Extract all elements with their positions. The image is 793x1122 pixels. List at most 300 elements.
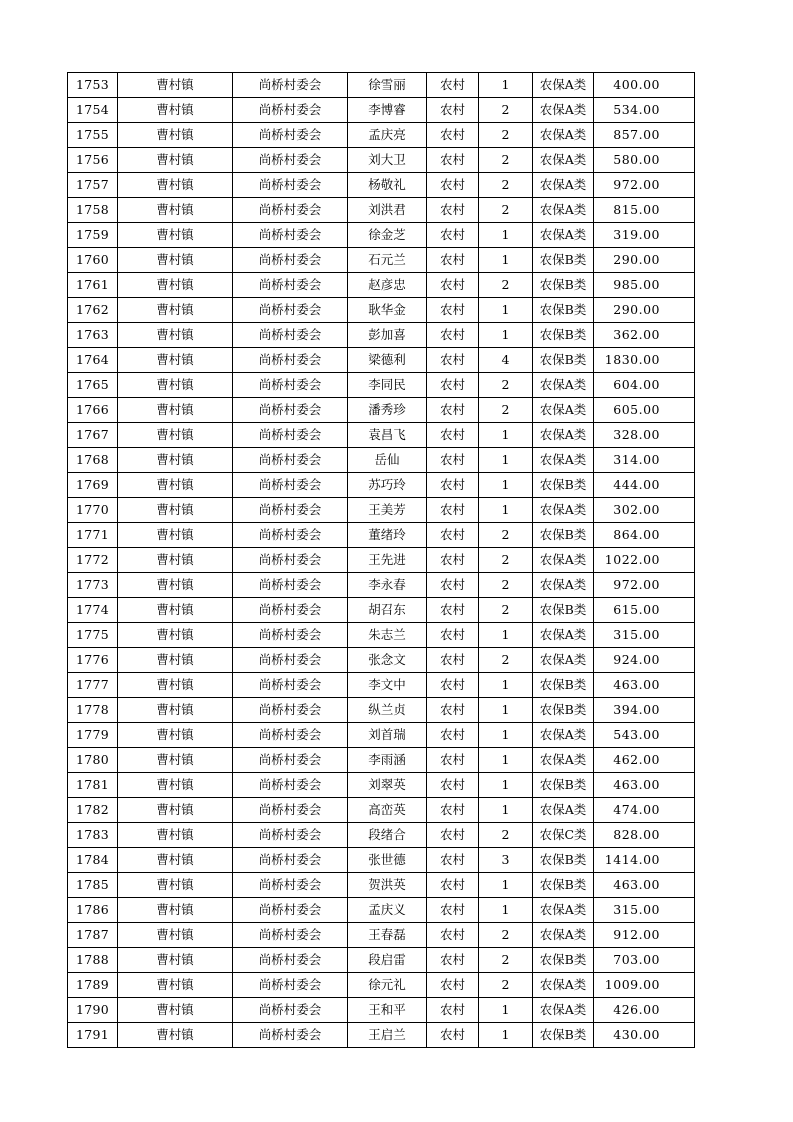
amount-cell: 828.00 — [594, 823, 695, 848]
table-row — [68, 323, 695, 348]
person-name-cell: 李文中 — [348, 673, 427, 698]
household-size-cell: 2 — [479, 573, 533, 598]
person-name-cell: 孟庆义 — [348, 898, 427, 923]
amount-cell: 615.00 — [594, 598, 695, 623]
row-number-cell: 1756 — [68, 148, 118, 173]
village-committee-cell: 尚桥村委会 — [233, 148, 348, 173]
town-name-cell: 曹村镇 — [118, 848, 233, 873]
table-row — [68, 798, 695, 823]
insurance-class-cell: 农保A类 — [533, 898, 594, 923]
household-size-cell: 1 — [479, 323, 533, 348]
row-number-cell: 1790 — [68, 998, 118, 1023]
area-type-cell: 农村 — [427, 123, 479, 148]
area-type-cell: 农村 — [427, 248, 479, 273]
person-name-cell: 董绪玲 — [348, 523, 427, 548]
town-name-cell: 曹村镇 — [118, 873, 233, 898]
table-row — [68, 698, 695, 723]
village-committee-cell: 尚桥村委会 — [233, 348, 348, 373]
amount-cell: 534.00 — [594, 98, 695, 123]
town-name-cell: 曹村镇 — [118, 548, 233, 573]
household-size-cell: 1 — [479, 898, 533, 923]
person-name-cell: 刘首瑞 — [348, 723, 427, 748]
village-committee-cell: 尚桥村委会 — [233, 273, 348, 298]
insurance-class-cell: 农保A类 — [533, 923, 594, 948]
household-size-cell: 1 — [479, 423, 533, 448]
table-row — [68, 848, 695, 873]
household-size-cell: 1 — [479, 773, 533, 798]
household-size-cell: 1 — [479, 623, 533, 648]
area-type-cell: 农村 — [427, 398, 479, 423]
table-row — [68, 223, 695, 248]
amount-cell: 315.00 — [594, 898, 695, 923]
town-name-cell: 曹村镇 — [118, 623, 233, 648]
amount-cell: 924.00 — [594, 648, 695, 673]
table-row — [68, 948, 695, 973]
village-committee-cell: 尚桥村委会 — [233, 173, 348, 198]
table-row — [68, 248, 695, 273]
town-name-cell: 曹村镇 — [118, 73, 233, 98]
area-type-cell: 农村 — [427, 823, 479, 848]
insurance-class-cell: 农保B类 — [533, 698, 594, 723]
insurance-class-cell: 农保B类 — [533, 323, 594, 348]
town-name-cell: 曹村镇 — [118, 773, 233, 798]
household-size-cell: 1 — [479, 698, 533, 723]
village-committee-cell: 尚桥村委会 — [233, 848, 348, 873]
household-size-cell: 1 — [479, 473, 533, 498]
row-number-cell: 1785 — [68, 873, 118, 898]
village-committee-cell: 尚桥村委会 — [233, 773, 348, 798]
person-name-cell: 高峦英 — [348, 798, 427, 823]
household-size-cell: 1 — [479, 498, 533, 523]
area-type-cell: 农村 — [427, 948, 479, 973]
row-number-cell: 1778 — [68, 698, 118, 723]
insurance-class-cell: 农保A类 — [533, 148, 594, 173]
person-name-cell: 潘秀珍 — [348, 398, 427, 423]
household-size-cell: 1 — [479, 873, 533, 898]
village-committee-cell: 尚桥村委会 — [233, 823, 348, 848]
village-committee-cell: 尚桥村委会 — [233, 223, 348, 248]
row-number-cell: 1769 — [68, 473, 118, 498]
insurance-class-cell: 农保B类 — [533, 773, 594, 798]
area-type-cell: 农村 — [427, 923, 479, 948]
person-name-cell: 纵兰贞 — [348, 698, 427, 723]
amount-cell: 815.00 — [594, 198, 695, 223]
person-name-cell: 彭加喜 — [348, 323, 427, 348]
village-committee-cell: 尚桥村委会 — [233, 598, 348, 623]
town-name-cell: 曹村镇 — [118, 948, 233, 973]
row-number-cell: 1759 — [68, 223, 118, 248]
amount-cell: 302.00 — [594, 498, 695, 523]
insurance-class-cell: 农保A类 — [533, 398, 594, 423]
area-type-cell: 农村 — [427, 998, 479, 1023]
household-size-cell: 2 — [479, 173, 533, 198]
area-type-cell: 农村 — [427, 523, 479, 548]
amount-cell: 703.00 — [594, 948, 695, 973]
town-name-cell: 曹村镇 — [118, 973, 233, 998]
area-type-cell: 农村 — [427, 548, 479, 573]
table-row — [68, 123, 695, 148]
household-size-cell: 1 — [479, 798, 533, 823]
insurance-class-cell: 农保A类 — [533, 748, 594, 773]
household-size-cell: 2 — [479, 373, 533, 398]
village-committee-cell: 尚桥村委会 — [233, 448, 348, 473]
village-committee-cell: 尚桥村委会 — [233, 473, 348, 498]
household-size-cell: 2 — [479, 648, 533, 673]
person-name-cell: 王先进 — [348, 548, 427, 573]
insurance-class-cell: 农保A类 — [533, 423, 594, 448]
insurance-class-cell: 农保A类 — [533, 998, 594, 1023]
row-number-cell: 1761 — [68, 273, 118, 298]
row-number-cell: 1789 — [68, 973, 118, 998]
town-name-cell: 曹村镇 — [118, 273, 233, 298]
insurance-class-cell: 农保B类 — [533, 348, 594, 373]
table-row — [68, 448, 695, 473]
town-name-cell: 曹村镇 — [118, 673, 233, 698]
area-type-cell: 农村 — [427, 73, 479, 98]
area-type-cell: 农村 — [427, 673, 479, 698]
amount-cell: 604.00 — [594, 373, 695, 398]
town-name-cell: 曹村镇 — [118, 473, 233, 498]
household-size-cell: 1 — [479, 1023, 533, 1048]
town-name-cell: 曹村镇 — [118, 448, 233, 473]
village-committee-cell: 尚桥村委会 — [233, 498, 348, 523]
village-committee-cell: 尚桥村委会 — [233, 248, 348, 273]
person-name-cell: 刘洪君 — [348, 198, 427, 223]
area-type-cell: 农村 — [427, 473, 479, 498]
area-type-cell: 农村 — [427, 898, 479, 923]
village-committee-cell: 尚桥村委会 — [233, 948, 348, 973]
table-row — [68, 348, 695, 373]
household-size-cell: 2 — [479, 548, 533, 573]
row-number-cell: 1784 — [68, 848, 118, 873]
amount-cell: 1009.00 — [594, 973, 695, 998]
area-type-cell: 农村 — [427, 298, 479, 323]
household-size-cell: 1 — [479, 73, 533, 98]
town-name-cell: 曹村镇 — [118, 998, 233, 1023]
area-type-cell: 农村 — [427, 573, 479, 598]
household-size-cell: 1 — [479, 748, 533, 773]
insurance-class-cell: 农保A类 — [533, 198, 594, 223]
table-row — [68, 98, 695, 123]
area-type-cell: 农村 — [427, 348, 479, 373]
amount-cell: 290.00 — [594, 248, 695, 273]
insurance-class-cell: 农保A类 — [533, 223, 594, 248]
person-name-cell: 王启兰 — [348, 1023, 427, 1048]
area-type-cell: 农村 — [427, 723, 479, 748]
household-size-cell: 2 — [479, 148, 533, 173]
row-number-cell: 1757 — [68, 173, 118, 198]
row-number-cell: 1753 — [68, 73, 118, 98]
village-committee-cell: 尚桥村委会 — [233, 973, 348, 998]
area-type-cell: 农村 — [427, 873, 479, 898]
town-name-cell: 曹村镇 — [118, 698, 233, 723]
person-name-cell: 王和平 — [348, 998, 427, 1023]
person-name-cell: 杨敬礼 — [348, 173, 427, 198]
insurance-class-cell: 农保C类 — [533, 823, 594, 848]
table-row — [68, 773, 695, 798]
area-type-cell: 农村 — [427, 598, 479, 623]
person-name-cell: 徐元礼 — [348, 973, 427, 998]
area-type-cell: 农村 — [427, 323, 479, 348]
household-size-cell: 2 — [479, 948, 533, 973]
village-committee-cell: 尚桥村委会 — [233, 323, 348, 348]
town-name-cell: 曹村镇 — [118, 823, 233, 848]
amount-cell: 328.00 — [594, 423, 695, 448]
town-name-cell: 曹村镇 — [118, 223, 233, 248]
person-name-cell: 石元兰 — [348, 248, 427, 273]
village-committee-cell: 尚桥村委会 — [233, 623, 348, 648]
row-number-cell: 1774 — [68, 598, 118, 623]
table-row — [68, 198, 695, 223]
row-number-cell: 1754 — [68, 98, 118, 123]
insurance-class-cell: 农保A类 — [533, 798, 594, 823]
village-committee-cell: 尚桥村委会 — [233, 573, 348, 598]
row-number-cell: 1755 — [68, 123, 118, 148]
town-name-cell: 曹村镇 — [118, 923, 233, 948]
area-type-cell: 农村 — [427, 448, 479, 473]
insurance-class-cell: 农保A类 — [533, 98, 594, 123]
village-committee-cell: 尚桥村委会 — [233, 98, 348, 123]
town-name-cell: 曹村镇 — [118, 748, 233, 773]
person-name-cell: 段启雷 — [348, 948, 427, 973]
town-name-cell: 曹村镇 — [118, 173, 233, 198]
relief-list-table — [67, 72, 695, 1048]
table-row — [68, 998, 695, 1023]
area-type-cell: 农村 — [427, 773, 479, 798]
household-size-cell: 1 — [479, 673, 533, 698]
insurance-class-cell: 农保B类 — [533, 273, 594, 298]
person-name-cell: 王春磊 — [348, 923, 427, 948]
table-row — [68, 1023, 695, 1048]
amount-cell: 400.00 — [594, 73, 695, 98]
village-committee-cell: 尚桥村委会 — [233, 423, 348, 448]
household-size-cell: 2 — [479, 273, 533, 298]
town-name-cell: 曹村镇 — [118, 648, 233, 673]
amount-cell: 1414.00 — [594, 848, 695, 873]
row-number-cell: 1783 — [68, 823, 118, 848]
table-row — [68, 473, 695, 498]
amount-cell: 857.00 — [594, 123, 695, 148]
row-number-cell: 1776 — [68, 648, 118, 673]
table-row — [68, 523, 695, 548]
table-row — [68, 673, 695, 698]
amount-cell: 605.00 — [594, 398, 695, 423]
amount-cell: 1022.00 — [594, 548, 695, 573]
row-number-cell: 1780 — [68, 748, 118, 773]
insurance-class-cell: 农保A类 — [533, 73, 594, 98]
town-name-cell: 曹村镇 — [118, 348, 233, 373]
row-number-cell: 1788 — [68, 948, 118, 973]
amount-cell: 426.00 — [594, 998, 695, 1023]
amount-cell: 463.00 — [594, 873, 695, 898]
amount-cell: 290.00 — [594, 298, 695, 323]
table-row — [68, 648, 695, 673]
table-row — [68, 748, 695, 773]
person-name-cell: 段绪合 — [348, 823, 427, 848]
table-row — [68, 823, 695, 848]
amount-cell: 314.00 — [594, 448, 695, 473]
household-size-cell: 2 — [479, 398, 533, 423]
table-body — [68, 73, 695, 1048]
person-name-cell: 李永春 — [348, 573, 427, 598]
town-name-cell: 曹村镇 — [118, 298, 233, 323]
household-size-cell: 1 — [479, 223, 533, 248]
row-number-cell: 1775 — [68, 623, 118, 648]
row-number-cell: 1762 — [68, 298, 118, 323]
amount-cell: 580.00 — [594, 148, 695, 173]
insurance-class-cell: 农保B类 — [533, 298, 594, 323]
amount-cell: 394.00 — [594, 698, 695, 723]
table-row — [68, 548, 695, 573]
town-name-cell: 曹村镇 — [118, 1023, 233, 1048]
household-size-cell: 2 — [479, 923, 533, 948]
amount-cell: 972.00 — [594, 173, 695, 198]
village-committee-cell: 尚桥村委会 — [233, 548, 348, 573]
village-committee-cell: 尚桥村委会 — [233, 698, 348, 723]
amount-cell: 474.00 — [594, 798, 695, 823]
table-row — [68, 273, 695, 298]
amount-cell: 972.00 — [594, 573, 695, 598]
row-number-cell: 1772 — [68, 548, 118, 573]
village-committee-cell: 尚桥村委会 — [233, 1023, 348, 1048]
row-number-cell: 1787 — [68, 923, 118, 948]
household-size-cell: 1 — [479, 298, 533, 323]
village-committee-cell: 尚桥村委会 — [233, 923, 348, 948]
insurance-class-cell: 农保A类 — [533, 123, 594, 148]
amount-cell: 444.00 — [594, 473, 695, 498]
area-type-cell: 农村 — [427, 373, 479, 398]
insurance-class-cell: 农保A类 — [533, 623, 594, 648]
village-committee-cell: 尚桥村委会 — [233, 998, 348, 1023]
household-size-cell: 2 — [479, 98, 533, 123]
household-size-cell: 3 — [479, 848, 533, 873]
row-number-cell: 1773 — [68, 573, 118, 598]
table-row — [68, 873, 695, 898]
amount-cell: 463.00 — [594, 673, 695, 698]
village-committee-cell: 尚桥村委会 — [233, 748, 348, 773]
village-committee-cell: 尚桥村委会 — [233, 873, 348, 898]
table-row — [68, 623, 695, 648]
table-row — [68, 423, 695, 448]
row-number-cell: 1791 — [68, 1023, 118, 1048]
amount-cell: 864.00 — [594, 523, 695, 548]
table-row — [68, 373, 695, 398]
row-number-cell: 1770 — [68, 498, 118, 523]
area-type-cell: 农村 — [427, 423, 479, 448]
amount-cell: 430.00 — [594, 1023, 695, 1048]
area-type-cell: 农村 — [427, 973, 479, 998]
row-number-cell: 1782 — [68, 798, 118, 823]
row-number-cell: 1768 — [68, 448, 118, 473]
village-committee-cell: 尚桥村委会 — [233, 723, 348, 748]
area-type-cell: 农村 — [427, 848, 479, 873]
insurance-class-cell: 农保A类 — [533, 648, 594, 673]
person-name-cell: 贺洪英 — [348, 873, 427, 898]
village-committee-cell: 尚桥村委会 — [233, 898, 348, 923]
area-type-cell: 农村 — [427, 198, 479, 223]
insurance-class-cell: 农保A类 — [533, 498, 594, 523]
village-committee-cell: 尚桥村委会 — [233, 198, 348, 223]
area-type-cell: 农村 — [427, 148, 479, 173]
village-committee-cell: 尚桥村委会 — [233, 398, 348, 423]
person-name-cell: 刘翠英 — [348, 773, 427, 798]
person-name-cell: 耿华金 — [348, 298, 427, 323]
area-type-cell: 农村 — [427, 623, 479, 648]
table-row — [68, 298, 695, 323]
row-number-cell: 1779 — [68, 723, 118, 748]
row-number-cell: 1786 — [68, 898, 118, 923]
amount-cell: 362.00 — [594, 323, 695, 348]
row-number-cell: 1767 — [68, 423, 118, 448]
row-number-cell: 1777 — [68, 673, 118, 698]
person-name-cell: 王美芳 — [348, 498, 427, 523]
person-name-cell: 孟庆亮 — [348, 123, 427, 148]
person-name-cell: 徐雪丽 — [348, 73, 427, 98]
village-committee-cell: 尚桥村委会 — [233, 673, 348, 698]
village-committee-cell: 尚桥村委会 — [233, 648, 348, 673]
village-committee-cell: 尚桥村委会 — [233, 798, 348, 823]
person-name-cell: 张世德 — [348, 848, 427, 873]
insurance-class-cell: 农保A类 — [533, 173, 594, 198]
town-name-cell: 曹村镇 — [118, 598, 233, 623]
table-row — [68, 973, 695, 998]
household-size-cell: 2 — [479, 598, 533, 623]
insurance-class-cell: 农保A类 — [533, 448, 594, 473]
row-number-cell: 1771 — [68, 523, 118, 548]
person-name-cell: 李雨涵 — [348, 748, 427, 773]
household-size-cell: 2 — [479, 198, 533, 223]
person-name-cell: 胡召东 — [348, 598, 427, 623]
table-row — [68, 598, 695, 623]
area-type-cell: 农村 — [427, 98, 479, 123]
table-row — [68, 398, 695, 423]
person-name-cell: 袁昌飞 — [348, 423, 427, 448]
row-number-cell: 1781 — [68, 773, 118, 798]
town-name-cell: 曹村镇 — [118, 98, 233, 123]
person-name-cell: 刘大卫 — [348, 148, 427, 173]
area-type-cell: 农村 — [427, 223, 479, 248]
area-type-cell: 农村 — [427, 648, 479, 673]
area-type-cell: 农村 — [427, 273, 479, 298]
table-row — [68, 73, 695, 98]
household-size-cell: 1 — [479, 448, 533, 473]
area-type-cell: 农村 — [427, 173, 479, 198]
table-row — [68, 173, 695, 198]
area-type-cell: 农村 — [427, 1023, 479, 1048]
table-row — [68, 898, 695, 923]
table-row — [68, 923, 695, 948]
row-number-cell: 1760 — [68, 248, 118, 273]
village-committee-cell: 尚桥村委会 — [233, 523, 348, 548]
insurance-class-cell: 农保B类 — [533, 598, 594, 623]
person-name-cell: 李同民 — [348, 373, 427, 398]
town-name-cell: 曹村镇 — [118, 398, 233, 423]
household-size-cell: 2 — [479, 823, 533, 848]
village-committee-cell: 尚桥村委会 — [233, 373, 348, 398]
town-name-cell: 曹村镇 — [118, 523, 233, 548]
person-name-cell: 苏巧玲 — [348, 473, 427, 498]
insurance-class-cell: 农保A类 — [533, 548, 594, 573]
village-committee-cell: 尚桥村委会 — [233, 73, 348, 98]
person-name-cell: 李博睿 — [348, 98, 427, 123]
town-name-cell: 曹村镇 — [118, 723, 233, 748]
town-name-cell: 曹村镇 — [118, 248, 233, 273]
household-size-cell: 2 — [479, 523, 533, 548]
insurance-class-cell: 农保B类 — [533, 673, 594, 698]
household-size-cell: 2 — [479, 123, 533, 148]
row-number-cell: 1766 — [68, 398, 118, 423]
village-committee-cell: 尚桥村委会 — [233, 123, 348, 148]
